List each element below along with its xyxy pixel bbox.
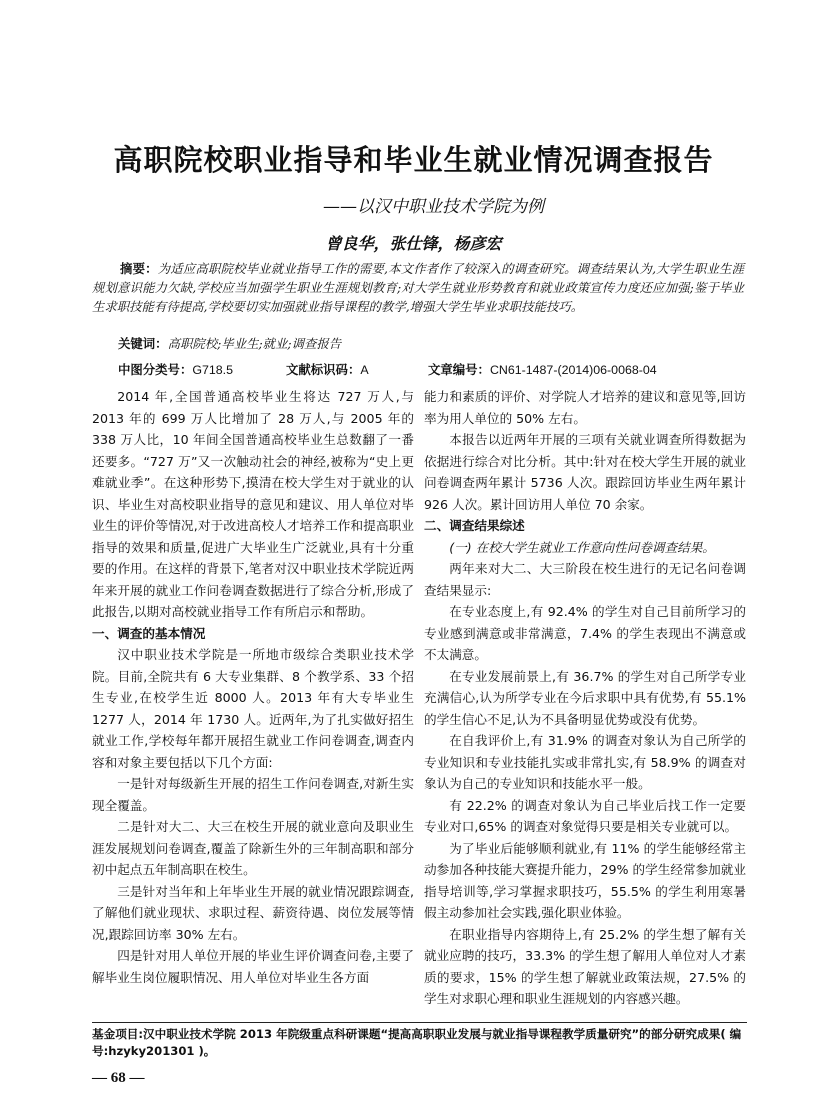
section-heading: 一、调查的基本情况 (92, 625, 206, 641)
paragraph: 有 22.2% 的调查对象认为自己毕业后找工作一定要专业对口,65% 的调查对象觉得只要是相关专业就可以。 (424, 797, 746, 834)
paragraph: 2014 年,全国普通高校毕业生将达 727 万人,与 2013 年的 699 万人比增加了 28 万人,与 2005 年的 338 万人比，10 年间全国普通高校毕业生总数翻了一番还要多。“727 万”又一次触动社会的神经,被称为“史上更难就业季”。在这种形势下,摸清在校大学生对于就业的认识、毕业生对高校职业指导的意见和建议、用人单位对毕业生的评价等情况,对于改进高校人才培养工作和提高职业指导的效果和质量,促进广大毕业生广泛就业,具有十分重要的作用。在这样的背景下,笔者对汉中职业技术学院近两年来开展的就业工作问卷调查数据进行了综合分析,形成了此报告,以期对高校就业指导工作有所启示和帮助。 (92, 389, 414, 619)
paragraph: 本报告以近两年开展的三项有关就业调查所得数据为依据进行综合对比分析。其中:针对在校大学生开展的就业问卷调查两年累计 5736 人次。跟踪回访毕业生两年累计 926 人次。累计回访用人单位 70 余家。 (424, 432, 746, 512)
paragraph: 四是针对用人单位开展的毕业生评价调查问卷,主要了解毕业生岗位履职情况、用人单位对毕业生各方面 (92, 948, 414, 985)
paragraph: 三是针对当年和上年毕业生开展的就业情况跟踪调查,了解他们就业现状、求职过程、薪资待遇、岗位发展等情况,跟踪回访率 30% 左右。 (92, 883, 414, 942)
paragraph: 一是针对每级新生开展的招生工作问卷调查,对新生实现全覆盖。 (92, 776, 414, 813)
clc-label: 中图分类号： (118, 362, 193, 377)
article-title: 高职院校职业指导和毕业生就业情况调查报告 (113, 143, 714, 177)
keywords-text: 高职院校;毕业生;就业;调查报告 (167, 336, 342, 351)
footnote: 基金项目:汉中职业技术学院 2013 年院级重点科研课题“提高高职职业发展与就业指导课程教学质量研究”的部分研究成果( 编号:hzyky201301 )。 (92, 1027, 742, 1058)
paragraph: 在职业指导内容期待上,有 25.2% 的学生想了解有关就业应聘的技巧，33.3% 的学生想了解用人单位对人才素质的要求，15% 的学生想了解就业政策法规，27.5% 的学生对求职心理和职业生涯规划的内容感兴趣。 (424, 926, 746, 1006)
article-number (428, 360, 657, 378)
clc-value: G718.5 (192, 363, 233, 377)
article-subtitle: ——以汉中职业技术学院为例 (323, 197, 544, 217)
article-number-label: 文章编号： (428, 362, 490, 377)
document-code (286, 360, 369, 378)
keywords-label: 关键词： (118, 336, 168, 351)
section-heading: 二、调查结果综述 (424, 518, 525, 533)
article-authors: 曾良华，张仕锋，杨彦宏 (325, 234, 502, 253)
keywords (118, 334, 738, 352)
paragraph: 能力和素质的评价、对学院人才培养的建议和意见等,回访率为用人单位的 50% 左右。 (424, 389, 746, 426)
paragraph: 二是针对大二、大三在校生开展的就业意向及职业生涯发展规划问卷调查,覆盖了除新生外的三年制高职和部分初中起点五年制高职在校生。 (92, 819, 414, 877)
abstract (92, 259, 744, 316)
abstract-label: 摘要： (120, 261, 158, 276)
paragraph: 在专业态度上,有 92.4% 的学生对自己目前所学习的专业感到满意或非常满意，7.4% 的学生表现出不满意或不太满意。 (424, 604, 746, 662)
subsection-heading: (一) 在校大学生就业工作意向性问卷调查结果。 (449, 539, 715, 555)
page-number: — 68 — (92, 1070, 145, 1086)
body-column-right (424, 386, 746, 1010)
doc-value: A (360, 363, 369, 377)
paragraph: 在专业发展前景上,有 36.7% 的学生对自己所学专业充满信心,认为所学专业在今后求职中具有优势,有 55.1% 的学生信心不足,认为不具备明显优势或没有优势。 (424, 668, 746, 727)
abstract-text: 为适应高职院校毕业就业指导工作的需要,本文作者作了较深入的调查研究。调查结果认为,大学生职业生涯规划意识能力欠缺,学校应当加强学生职业生涯规划教育;对大学生就业形势教育和就业政策宣传力度还应加强;鉴于毕业生求职技能有待提高,学校要切实加强就业指导课程的教学,增强大学生毕业求职技能技巧。 (92, 261, 744, 314)
clc-number (118, 360, 233, 378)
article-number-value: CN61-1487-(2014)06-0068-04 (489, 363, 657, 377)
paragraph: 两年来对大二、大三阶段在校生进行的无记名问卷调查结果显示: (424, 561, 746, 598)
footnote-divider (92, 1022, 747, 1023)
body-column-left (92, 386, 414, 988)
doc-label: 文献标识码： (286, 362, 361, 377)
paragraph: 为了毕业后能够顺利就业,有 11% 的学生能够经常主动参加各种技能大赛提升能力，29% 的学生经常参加就业指导培训等,学习掌握求职技巧，55.5% 的学生利用寒暑假主动参加社会实践,强化职业体验。 (424, 840, 746, 920)
paragraph: 在自我评价上,有 31.9% 的调查对象认为自己所学的专业知识和专业技能扎实或非常扎实,有 58.9% 的调查对象认为自己的专业知识和技能水平一般。 (424, 733, 746, 791)
paragraph: 汉中职业技术学院是一所地市级综合类职业技术学院。目前,全院共有 6 大专业集群、8 个教学系、33 个招生专业,在校学生近 8000 人。2013 年有大专毕业生 1277 人，2014 年 1730 人。近两年,为了扎实做好招生就业工作,学校每年都开展招生就业工作问卷调查,调查内容和对象主要包括以下几个方面: (92, 647, 414, 770)
